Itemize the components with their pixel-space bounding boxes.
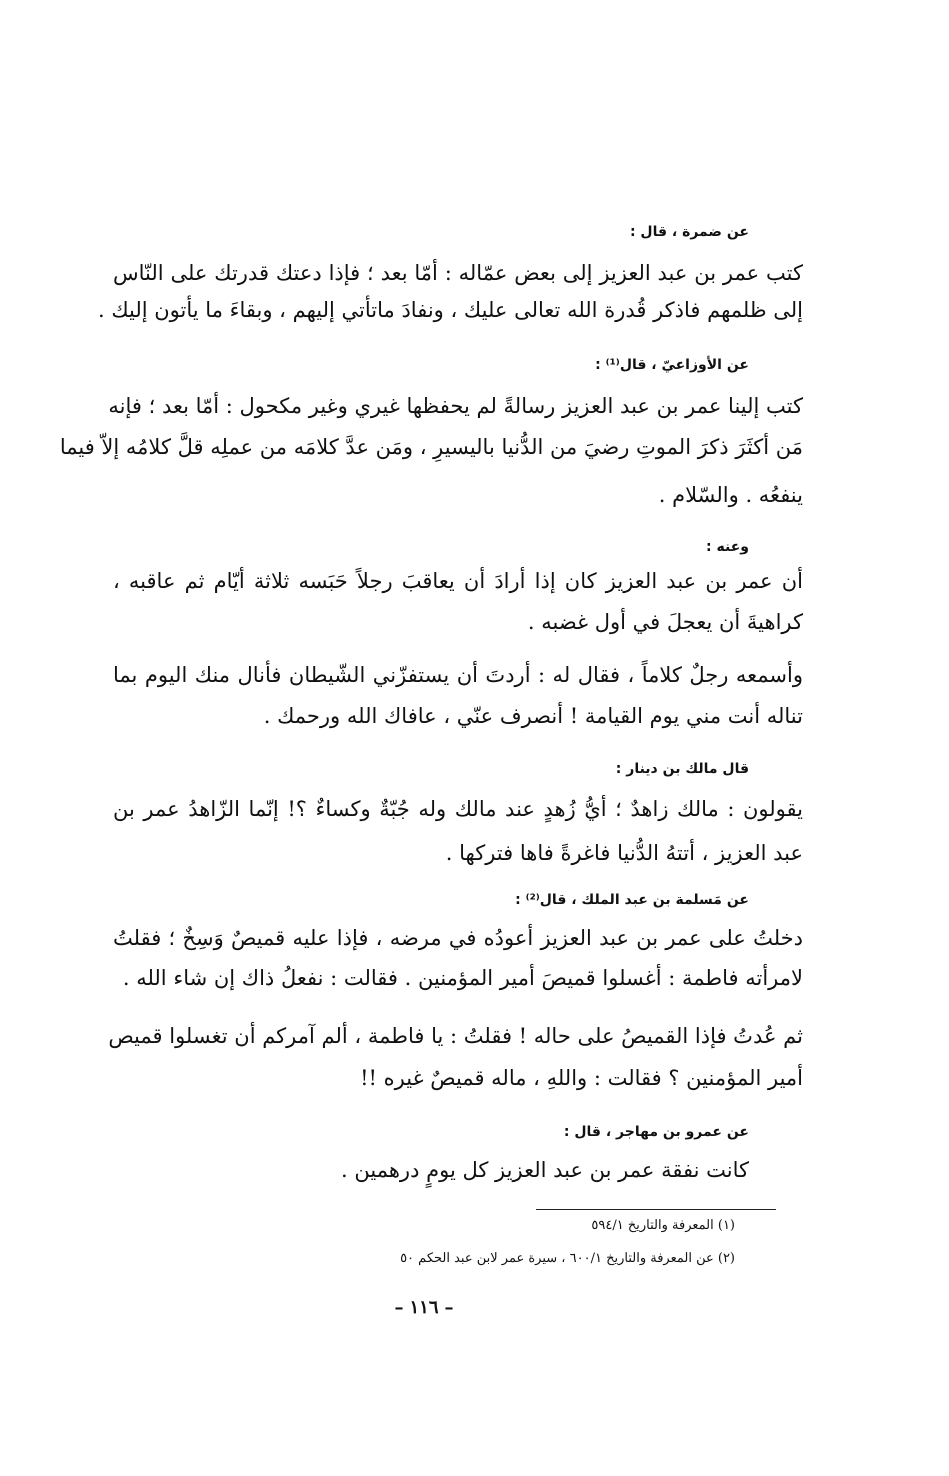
text-line: يقولون : مالك زاهدٌ ؛ أيُّ زُهدٍ عند مالك وله جُبّةٌ وكساءٌ ؟! إنّما الزّاهدُ عمر بن bbox=[113, 797, 803, 821]
text-line: مَن أكثَرَ ذكرَ الموتِ رضيَ من الدُّنيا باليسيرِ ، ومَن عدَّ كلامَه من عملِه قلَّ كلامُه إلاّ فيما bbox=[59, 435, 803, 459]
text-line: لامرأته فاطمة : أغسلوا قميصَ أمير المؤمنين . فقالت : نفعلُ ذاك إن شاء الله . bbox=[122, 966, 803, 990]
footnote: (٢) عن المعرفة والتاريخ ٦٠٠/١ ، سيرة عمر لابن عبد الحكم ٥٠ bbox=[400, 1251, 735, 1266]
page-number-dash: – bbox=[444, 1297, 454, 1318]
text-line: كتب عمر بن عبد العزيز إلى بعض عمّاله : أمّا بعد ؛ فإذا دعتك قدرتك على النّاس bbox=[113, 261, 803, 285]
section-header: عن عمرو بن مهاجر ، قال : bbox=[563, 1124, 749, 1140]
text-line: وأسمعه رجلٌ كلاماً ، فقال له : أردتَ أن يستفزّني الشّيطان فأنال منك اليوم بما bbox=[113, 663, 803, 687]
text-line: دخلتُ على عمر بن عبد العزيز أعودُه في مرضه ، فإذا عليه قميصٌ وَسِخٌ ؛ فقلتُ bbox=[113, 926, 803, 950]
text-line: كانت نفقة عمر بن عبد العزيز كل يومٍ درهمين . bbox=[341, 1158, 749, 1182]
section-header: عن ضمرة ، قال : bbox=[629, 224, 749, 240]
page-number-value: ١١٦ bbox=[409, 1297, 439, 1318]
section-header: قال مالك بن دينار : bbox=[615, 761, 749, 777]
section-header: عن مَسلمة بن عبد الملك ، قال⁽²⁾ : bbox=[515, 892, 749, 908]
section-header: عن الأوزاعيّ ، قال⁽¹⁾ : bbox=[595, 357, 749, 373]
footnote: (١) المعرفة والتاريخ ٥٩٤/١ bbox=[591, 1218, 735, 1233]
section-header: وعنه : bbox=[706, 539, 749, 555]
text-line: كتب إلينا عمر بن عبد العزيز رسالةً لم يحفظها غيري وغير مكحول : أمّا بعد ؛ فإنه bbox=[108, 394, 803, 418]
text-line: ثم عُدتُ فإذا القميصُ على حاله ! فقلتُ : يا فاطمة ، ألم آمركم أن تغسلوا قميص bbox=[108, 1024, 803, 1048]
text-line: أن عمر بن عبد العزيز كان إذا أرادَ أن يعاقبَ رجلاً حَبَسه ثلاثة أيّام ثم عاقبه ، bbox=[113, 569, 803, 593]
page-number-dash: – bbox=[394, 1297, 404, 1318]
text-line: كراهيةَ أن يعجلَ في أول غضبه . bbox=[527, 610, 803, 634]
text-line: إلى ظلمهم فاذكر قُدرة الله تعالى عليك ، ونفادَ ماتأتي إليهم ، وبقاءَ ما يأتون إليك . bbox=[97, 298, 803, 322]
page-number bbox=[374, 1295, 474, 1321]
footnote-divider bbox=[536, 1209, 776, 1210]
text-line: ينفعُه . والسّلام . bbox=[658, 483, 803, 507]
text-line: تناله أنت مني يوم القيامة ! أنصرف عنّي ، عافاك الله ورحمك . bbox=[263, 704, 803, 728]
text-line: عبد العزيز ، أتتهُ الدُّنيا فاغرةً فاها فتركها . bbox=[445, 841, 803, 865]
text-line: أمير المؤمنين ؟ فقالت : واللهِ ، ماله قميصٌ غيره !! bbox=[360, 1066, 803, 1090]
